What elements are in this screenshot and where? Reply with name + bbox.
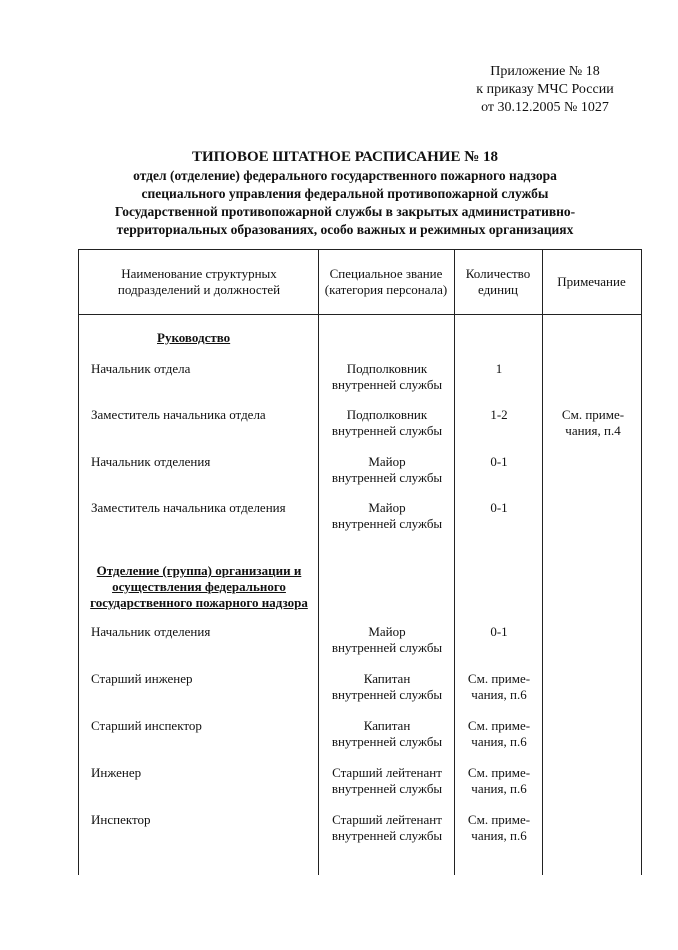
row-rank-line-1: Майор xyxy=(368,454,406,469)
header-rank xyxy=(318,266,454,298)
row-note-line-1: См. приме- xyxy=(561,407,625,422)
annex-number: Приложение № 18 xyxy=(490,64,600,79)
row-rank xyxy=(320,765,454,797)
title-line-1: отдел (отделение) федерального государственного пожарного надзора xyxy=(133,168,557,183)
row-rank xyxy=(320,671,454,703)
row-quantity xyxy=(456,454,542,470)
row-rank xyxy=(320,454,454,486)
table-right-border xyxy=(641,249,642,875)
header-position xyxy=(80,266,318,298)
table-col-divider-2 xyxy=(454,249,455,875)
row-rank-line-1: Старший лейтенант xyxy=(332,812,442,827)
section-title-management-text: Руководство xyxy=(157,330,231,345)
row-quantity-line-2: чания, п.6 xyxy=(471,734,527,749)
header-position-line-2: подразделений и должностей xyxy=(117,282,281,297)
annex-date: от 30.12.2005 № 1027 xyxy=(481,100,609,115)
row-quantity-line-1: 0-1 xyxy=(490,454,508,469)
table-header-divider xyxy=(78,314,641,315)
row-note-line-2: чания, п.4 xyxy=(565,423,621,438)
section-title-supervision-line-1: Отделение (группа) организации и xyxy=(96,563,302,578)
title-line-2: специального управления федеральной противопожарной службы xyxy=(141,186,549,201)
row-rank-line-2: внутренней службы xyxy=(331,470,443,485)
row-quantity-line-1: См. приме- xyxy=(467,765,531,780)
row-quantity xyxy=(456,407,542,423)
row-position: Начальник отдела xyxy=(91,361,191,376)
row-rank xyxy=(320,500,454,532)
row-position: Начальник отделения xyxy=(91,624,211,639)
annex-order: к приказу МЧС России xyxy=(476,82,614,97)
table-top-border xyxy=(78,249,641,250)
row-rank-line-1: Майор xyxy=(368,500,406,515)
row-rank-line-1: Подполковник xyxy=(346,407,428,422)
row-rank-line-2: внутренней службы xyxy=(331,640,443,655)
row-position: Начальник отделения xyxy=(91,454,211,469)
document-title xyxy=(60,147,630,239)
row-quantity-line-1: См. приме- xyxy=(467,718,531,733)
row-quantity-line-1: 1-2 xyxy=(490,407,508,422)
row-rank xyxy=(320,361,454,393)
section-title-supervision-line-3: государственного пожарного надзора xyxy=(90,595,308,610)
header-rank-line-2: (категория персонала) xyxy=(324,282,448,297)
row-position: Заместитель начальника отделения xyxy=(91,500,286,515)
header-quantity-line-2: единиц xyxy=(477,282,519,297)
row-quantity xyxy=(456,500,542,516)
row-position: Старший инспектор xyxy=(91,718,202,733)
header-quantity-line-1: Количество xyxy=(465,266,531,281)
title-line-3: Государственной противопожарной службы в закрытых административно- xyxy=(114,204,576,219)
section-title-supervision-line-2: осуществления федерального xyxy=(112,579,286,594)
title-line-4: территориальных образованиях, особо важных и режимных организациях xyxy=(116,222,574,237)
header-rank-line-1: Специальное звание xyxy=(329,266,443,281)
title-main: ТИПОВОЕ ШТАТНОЕ РАСПИСАНИЕ № 18 xyxy=(191,149,499,165)
row-rank xyxy=(320,812,454,844)
row-quantity xyxy=(456,361,542,377)
row-rank xyxy=(320,718,454,750)
row-rank-line-2: внутренней службы xyxy=(331,734,443,749)
row-rank-line-2: внутренней службы xyxy=(331,687,443,702)
row-rank xyxy=(320,624,454,656)
row-position: Заместитель начальника отдела xyxy=(91,407,266,422)
row-rank-line-1: Старший лейтенант xyxy=(332,765,442,780)
row-rank-line-1: Майор xyxy=(368,624,406,639)
row-quantity-line-2: чания, п.6 xyxy=(471,828,527,843)
header-quantity xyxy=(454,266,542,298)
row-quantity xyxy=(456,718,542,750)
table-col-divider-3 xyxy=(542,249,543,875)
row-rank xyxy=(320,407,454,439)
header-note-text: Примечание xyxy=(557,274,626,289)
table-col-divider-1 xyxy=(318,249,319,875)
annex-reference xyxy=(470,63,620,117)
row-quantity-line-1: 0-1 xyxy=(490,624,508,639)
row-rank-line-2: внутренней службы xyxy=(331,781,443,796)
header-position-line-1: Наименование структурных xyxy=(121,266,277,281)
row-quantity-line-2: чания, п.6 xyxy=(471,687,527,702)
table-left-border xyxy=(78,249,79,875)
row-position: Старший инженер xyxy=(91,671,193,686)
row-quantity xyxy=(456,812,542,844)
section-title-supervision xyxy=(82,563,316,611)
row-quantity-line-1: 0-1 xyxy=(490,500,508,515)
row-quantity-line-1: 1 xyxy=(495,361,503,376)
row-note xyxy=(544,407,642,439)
row-rank-line-2: внутренней службы xyxy=(331,377,443,392)
row-position: Инспектор xyxy=(91,812,151,827)
row-rank-line-2: внутренней службы xyxy=(331,828,443,843)
row-rank-line-1: Капитан xyxy=(363,671,411,686)
row-quantity-line-2: чания, п.6 xyxy=(471,781,527,796)
row-quantity xyxy=(456,765,542,797)
header-note xyxy=(542,274,641,290)
row-rank-line-2: внутренней службы xyxy=(331,423,443,438)
row-quantity xyxy=(456,624,542,640)
row-rank-line-2: внутренней службы xyxy=(331,516,443,531)
row-quantity-line-1: См. приме- xyxy=(467,812,531,827)
row-position: Инженер xyxy=(91,765,142,780)
row-quantity xyxy=(456,671,542,703)
row-rank-line-1: Подполковник xyxy=(346,361,428,376)
row-quantity-line-1: См. приме- xyxy=(467,671,531,686)
section-title-management xyxy=(157,330,230,346)
row-rank-line-1: Капитан xyxy=(363,718,411,733)
